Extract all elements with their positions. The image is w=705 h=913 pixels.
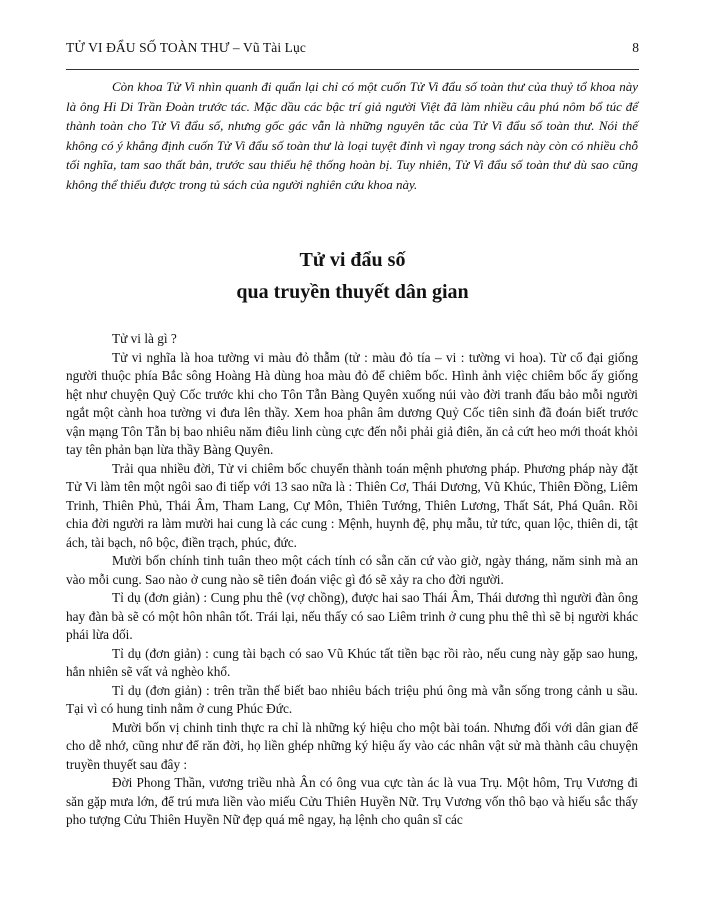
- section-heading: [0, 244, 705, 308]
- page-number: 8: [632, 40, 639, 55]
- header-rule: [66, 69, 639, 70]
- intro-paragraph: Còn khoa Tử Vi nhìn quanh đi quẩn lại chỉ có một cuốn Tử Vi đẩu số toàn thư của thuỷ tổ khoa này là ông Hi Di Trần Đoàn trước tác. Mặc dầu các bậc trí giả người Việt đã làm nhiều câu phú nôm bổ túc để thành toàn cho Tử Vi đẩu số, nhưng gốc gác vẫn là những nguyên tắc của Tử Vi đẩu số toàn thư. Nói thế không có ý khẳng định cuốn Tử Vi đẩu số toàn thư là loại tuyệt đỉnh vì ngay trong sách này còn có nhiều chỗ tối nghĩa, tam sao thất bản, trước sau thiếu hệ thống hoàn bị. Tuy nhiên, Tử Vi đẩu số toàn thư dù sao cũng không thể thiếu được trong tủ sách của người nghiên cứu khoa này.: [66, 79, 638, 192]
- paragraph: Tỉ dụ (đơn giản) : trên trần thế biết bao nhiêu bách triệu phú ông mà vẫn sống trong cảnh u sầu. Tại vì có hung tinh nằm ở cung Phúc Đức.: [66, 682, 638, 716]
- intro-paragraph-block: [66, 77, 638, 195]
- paragraph: Mười bốn vị chinh tinh thực ra chỉ là những ký hiệu cho một bài toán. Nhưng đối với dân gian để cho dễ nhớ, cũng như để răn đời, họ liền ghép những ký hiệu ấy vào các nhân vật sử mà thành câu chuyện truyền thuyết sau đây :: [66, 719, 638, 772]
- section-heading-line2: qua truyền thuyết dân gian: [236, 281, 469, 303]
- paragraph: Mười bốn chính tinh tuân theo một cách tính có sẵn căn cứ vào giờ, ngày tháng, năm sinh mà an vào mỗi cung. Sao nào ở cung nào sẽ tiên đoán việc gì đó sẽ xảy ra cho đời người.: [66, 553, 638, 587]
- running-header: [66, 40, 639, 60]
- paragraph: Đời Phong Thần, vương triều nhà Ân có ông vua cực tàn ác là vua Trụ. Một hôm, Trụ Vương đi săn gặp mưa lớn, để trú mưa liền vào miếu Cửu Thiên Huyền Nữ. Trụ Vương vốn thô bạo và hiếu sắc thấy pho tượng Cửu Thiên Huyền Nữ đẹp quá mê ngay, hạ lệnh cho quân sĩ các: [66, 775, 638, 827]
- paragraph: Tử vi là gì ?: [112, 331, 177, 346]
- paragraph: Tử vi nghĩa là hoa tường vi màu đỏ thẫm (tử : màu đỏ tía – vi : tường vi hoa). Từ cổ đại giống người thuộc phía Bắc sông Hoàng Hà dùng hoa màu đỏ để chiêm bốc. Hình ảnh việc chiêm bốc ấy giống hệt như chuyện Quỷ Cốc trước khi cho Tôn Tẫn Bàng Quyên xuống núi vào đời tranh đấu bảo mỗi người ngắt một cành hoa tường vi đưa lên thầy. Xem hoa phân âm dương Quỷ Cốc tiên sinh đã đoán biết trước vận mạng Tôn Tẫn bị bao nhiêu năm điêu linh cùng cực đến nỗi phải giả điên, ăn cả cứt heo mới thoát khỏi tay tên phản bạn lừa thầy Bàng Quyên.: [66, 349, 638, 457]
- header-title: TỬ VI ĐẨU SỐ TOÀN THƯ – Vũ Tài Lục: [66, 40, 306, 55]
- section-heading-line1: Tử vi đẩu số: [299, 249, 406, 271]
- paragraph: Trải qua nhiều đời, Tử vi chiêm bốc chuyển thành toán mệnh phương pháp. Phương pháp này đặt Tử Vi làm tên một ngôi sao đi tiếp với 13 sao nữa là : Thiên Cơ, Thái Dương, Vũ Khúc, Thiên Đồng, Liêm Trinh, Thiên Phủ, Thái Âm, Tham Lang, Cự Môn, Thiên Tướng, Thiên Lương, Thất Sát, Phá Quân. Rồi chia đời người ra làm mười hai cung là các cung : Mệnh, huynh đệ, phụ mẫu, tử tức, quan lộc, thiên di, tật ách, tài bạch, nô bộc, điền trạch, phúc, đức.: [66, 460, 638, 550]
- body-text: [66, 330, 638, 830]
- paragraph: Tỉ dụ (đơn giản) : Cung phu thê (vợ chồng), được hai sao Thái Âm, Thái dương thì người đàn ông hay đàn bà sẽ có một hôn nhân tốt. Trái lại, nếu thấy có sao Liêm trinh ở cung phu thê thì sẽ bị người khác phái lừa dối.: [66, 590, 638, 642]
- paragraph: Tỉ dụ (đơn giản) : cung tài bạch có sao Vũ Khúc tất tiền bạc rồi rào, nếu cung này gặp sao hung, hẳn nhiên sẽ vất vả nghèo khổ.: [66, 645, 638, 679]
